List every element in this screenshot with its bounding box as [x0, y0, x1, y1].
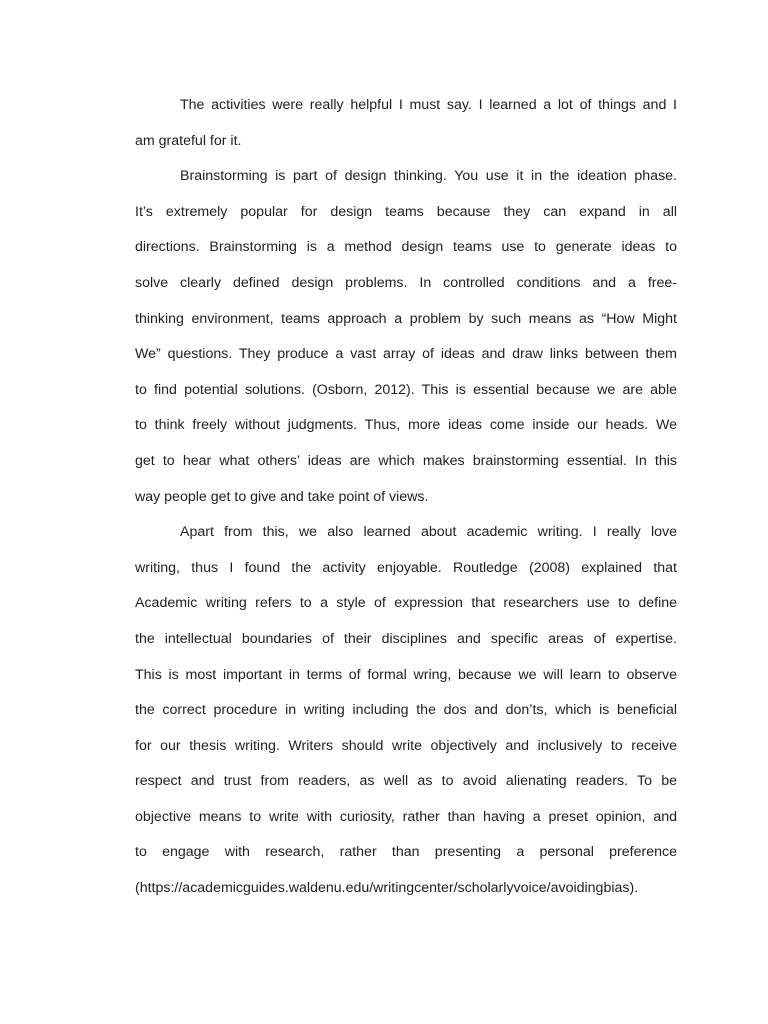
body-text	[135, 88, 677, 907]
text-line: respect and trust from readers, as well as to avoid alienating readers. To be	[135, 773, 677, 790]
text-line: the intellectual boundaries of their disciplines and specific areas of expertise.	[135, 630, 677, 647]
text-line: objective means to write with curiosity, rather than having a preset opinion, and	[135, 808, 677, 825]
text-line: way people get to give and take point of views.	[135, 488, 429, 505]
text-line: It’s extremely popular for design teams because they can expand in all	[135, 203, 677, 220]
text-line: solve clearly defined design problems. In controlled conditions and a free-	[135, 274, 677, 291]
text-line: the correct procedure in writing including the dos and don’ts, which is beneficial	[135, 702, 677, 719]
paragraph-brainstorming	[135, 159, 677, 515]
text-line: to engage with research, rather than presenting a personal preference	[135, 844, 677, 861]
text-line: am grateful for it.	[135, 132, 242, 149]
text-line: Academic writing refers to a style of expression that researchers use to define	[135, 595, 677, 612]
text-line: Apart from this, we also learned about academic writing. I really love	[180, 524, 677, 541]
text-line: directions. Brainstorming is a method design teams use to generate ideas to	[135, 239, 677, 256]
text-line: get to hear what others’ ideas are which makes brainstorming essential. In this	[135, 452, 677, 469]
text-line: Brainstorming is part of design thinking. You use it in the ideation phase.	[180, 168, 677, 185]
text-line: The activities were really helpful I must say. I learned a lot of things and I	[180, 97, 677, 113]
text-line: This is most important in terms of formal wring, because we will learn to observe	[135, 666, 677, 683]
text-line: to find potential solutions. (Osborn, 2012). This is essential because we are able	[135, 381, 677, 398]
text-line: for our thesis writing. Writers should write objectively and inclusively to receive	[135, 737, 677, 754]
text-line: writing, thus I found the activity enjoyable. Routledge (2008) explained that	[135, 559, 677, 576]
text-line: We” questions. They produce a vast array of ideas and draw links between them	[135, 346, 677, 363]
text-line: thinking environment, teams approach a problem by such means as “How Might	[135, 310, 677, 327]
paragraph-academic-writing	[135, 515, 677, 907]
paragraph-activities	[135, 88, 677, 159]
text-line: to think freely without judgments. Thus, more ideas come inside our heads. We	[135, 417, 677, 434]
text-line: (https://academicguides.waldenu.edu/writingcenter/scholarlyvoice/avoidingbias).	[135, 880, 639, 897]
